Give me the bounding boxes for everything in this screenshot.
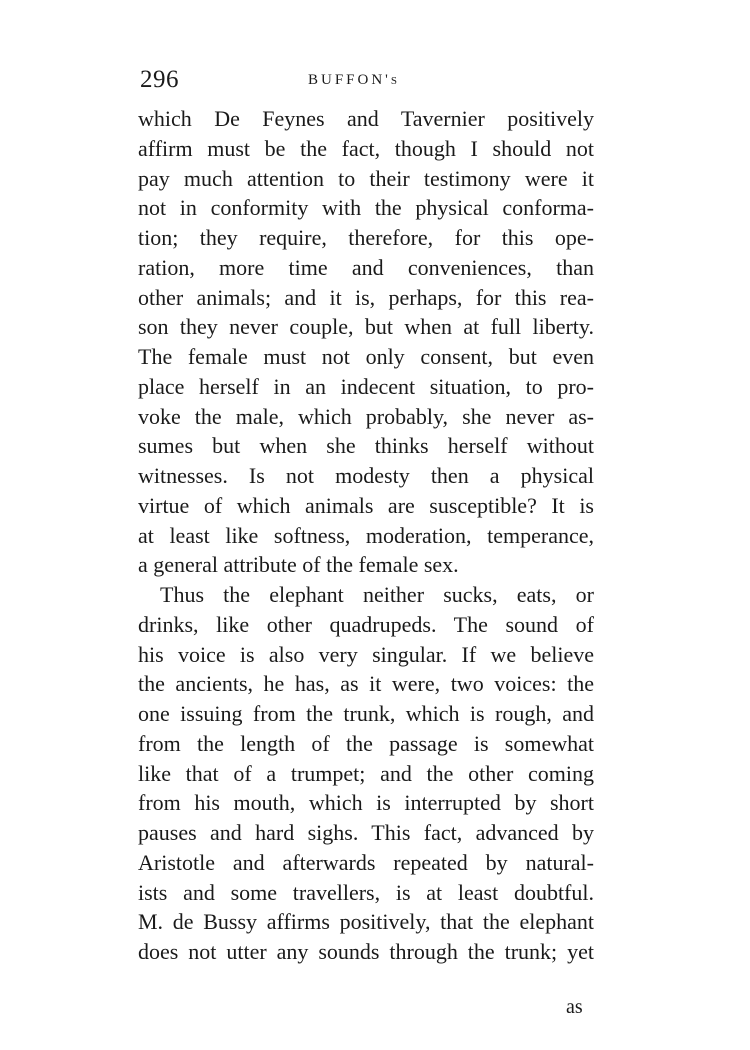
text-line: The female must not only consent, but even (138, 344, 594, 369)
text-line: voke the male, which probably, she never as- (138, 403, 594, 429)
text-line: pauses and hard sighs. This fact, advanced by (138, 820, 594, 845)
text-line: place herself in an indecent situation, to pro- (138, 373, 594, 399)
text-line: virtue of which animals are susceptible? It is (138, 492, 594, 518)
catchword: as (566, 996, 583, 1018)
text-line: witnesses. Is not modesty then a physical (138, 463, 594, 488)
text-line: tion; they require, therefore, for this ope- (138, 225, 594, 250)
text-line: like that of a trumpet; and the other coming (138, 760, 594, 786)
paragraph-start-line: Thus the elephant neither sucks, eats, or (160, 582, 594, 607)
text-line: ration, more time and conveniences, than (138, 254, 594, 280)
text-line: one issuing from the trunk, which is rough, and (138, 701, 594, 726)
running-head: BUFFON's (308, 72, 401, 88)
text-line: not in conformity with the physical conforma- (138, 195, 594, 221)
text-line: the ancients, he has, as it were, two voices: the (138, 671, 594, 697)
paragraph-end-line: a general attribute of the female sex. (138, 552, 459, 578)
text-line: drinks, like other quadrupeds. The sound of (138, 611, 594, 637)
text-line: M. de Bussy affirms positively, that the elephant (138, 909, 594, 935)
text-line: does not utter any sounds through the trunk; yet (138, 939, 594, 964)
text-line: at least like softness, moderation, temperance, (138, 522, 594, 548)
text-line: ists and some travellers, is at least doubtful. (138, 879, 594, 905)
body-text (138, 104, 594, 967)
text-line: which De Feynes and Tavernier positively (138, 106, 594, 131)
page-header (140, 66, 600, 100)
text-line: sumes but when she thinks herself without (138, 433, 594, 459)
text-line: other animals; and it is, perhaps, for this rea- (138, 284, 594, 310)
text-line: his voice is also very singular. If we believe (138, 641, 594, 667)
page-number: 296 (140, 66, 179, 93)
text-line: from his mouth, which is interrupted by short (138, 790, 594, 816)
text-line: from the length of the passage is somewhat (138, 730, 594, 756)
text-line: Aristotle and afterwards repeated by natural- (138, 849, 594, 875)
text-line: son they never couple, but when at full liberty. (138, 314, 594, 340)
text-line: pay much attention to their testimony were it (138, 165, 594, 191)
text-line: affirm must be the fact, though I should not (138, 135, 594, 161)
